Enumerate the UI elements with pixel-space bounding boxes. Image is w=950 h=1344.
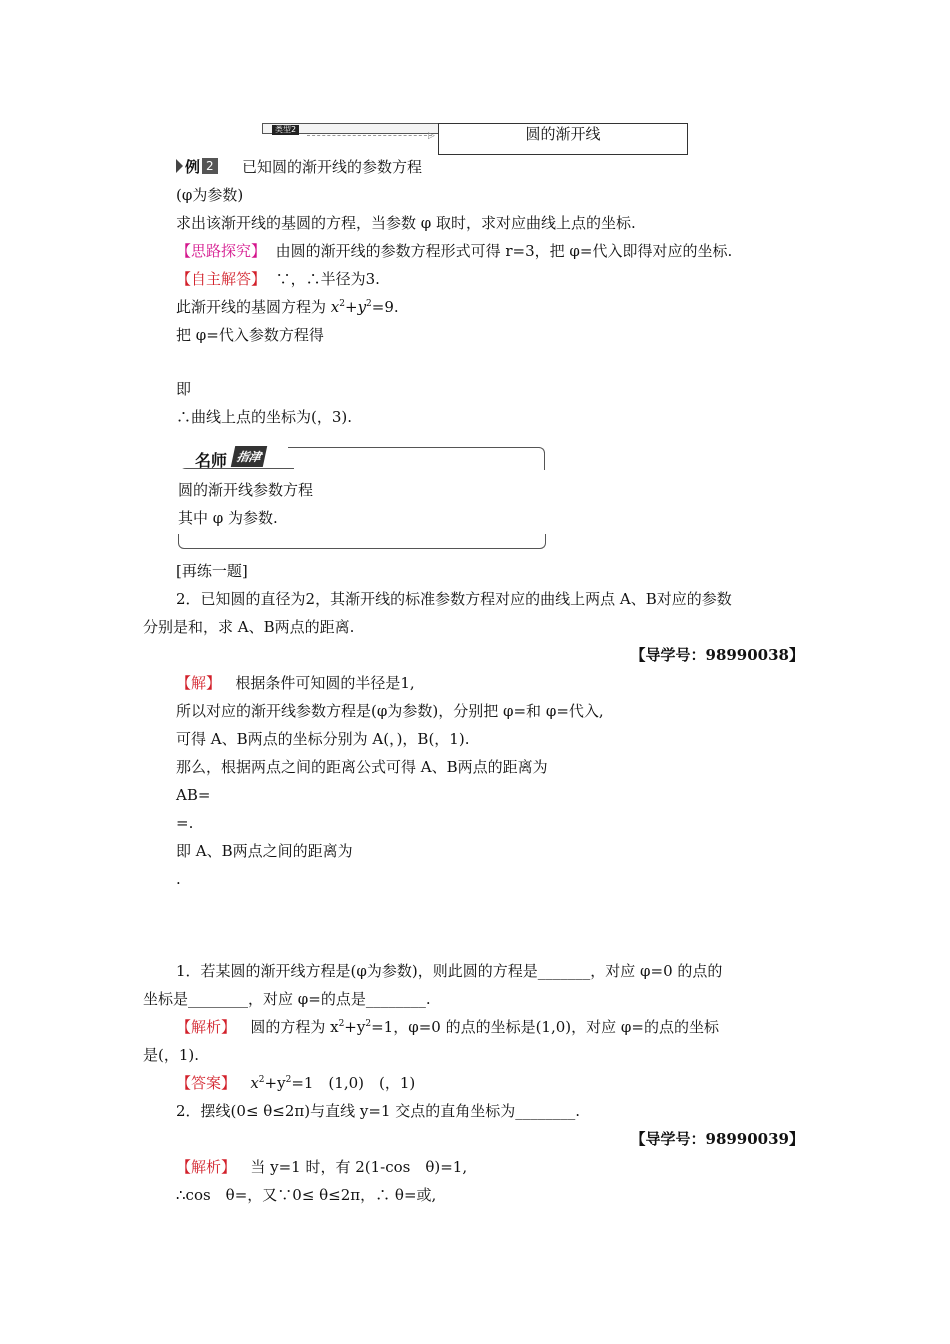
example-badge <box>176 157 218 175</box>
analysis-text-c: =1，φ=0 的点的坐标是(1,0)，对应 φ=的点的坐标 <box>371 1018 719 1036</box>
practice-question-1: 2．已知圆的直径为2，其渐开线的标准参数方程对应的曲线上两点 A、B对应的参数 <box>176 590 732 608</box>
exponent: 2 <box>365 1019 372 1029</box>
var-x: x <box>250 1074 259 1092</box>
answer-line-5: AB= <box>176 786 211 804</box>
answer-line-3: 可得 A、B两点的坐标分别为 A(，)，B(，1). <box>176 730 470 748</box>
solution-text-2-prefix: 此渐开线的基圆方程为 <box>176 298 331 316</box>
analysis-text-a: 圆的方程为 x <box>250 1018 339 1036</box>
answer-label: 【解】 <box>176 674 222 692</box>
analysis-label: 【解析】 <box>176 1158 237 1176</box>
solution-line-1 <box>176 269 380 289</box>
solution-line-3: 把 φ=代入参数方程得 <box>176 326 324 344</box>
solution-line-2 <box>176 297 399 317</box>
example-prompt: 已知圆的渐开线的参数方程 <box>242 158 423 176</box>
type-banner-left <box>262 123 439 134</box>
solution-line-4: 即 <box>176 380 192 398</box>
example-badge-number: 2 <box>202 158 218 174</box>
guide-border-top <box>288 447 545 470</box>
solution-label: 【自主解答】 <box>176 270 267 288</box>
type-banner <box>262 123 687 154</box>
guide-title: 名师 <box>195 451 228 470</box>
guide-line-2: 其中 φ 为参数. <box>178 509 278 527</box>
exercise2-analysis-1 <box>176 1157 467 1177</box>
type-tag: 类型2 <box>272 125 299 135</box>
answer-line-7: 即 A、B两点之间的距离为 <box>176 842 353 860</box>
exponent: 2 <box>338 1019 345 1029</box>
exponent: 2 <box>339 299 345 309</box>
exercise1-analysis-1 <box>176 1017 719 1037</box>
solution-text-1: ∵，∴半径为3. <box>275 270 380 288</box>
exercise2-analysis-2: ∴cos θ=，又∵0≤ θ≤2π，∴ θ=或, <box>176 1186 437 1204</box>
practice-question-2: 分别是和，求 A、B两点的距离. <box>143 618 355 636</box>
answer-line-8: . <box>176 870 181 888</box>
var-x: x <box>330 298 340 316</box>
analysis-text-b: +y <box>344 1018 366 1036</box>
guide-number-2: 【导学号：98990039】 <box>630 1130 804 1148</box>
example-badge-label: 例 <box>185 157 201 176</box>
triangle-icon <box>176 159 183 173</box>
exponent: 2 <box>366 299 372 309</box>
example-question: 求出该渐开线的基圆的方程，当参数 φ 取时，求对应曲线上点的坐标. <box>176 214 636 232</box>
exercise2-question: 2．摆线(0≤ θ≤2π)与直线 y=1 交点的直角坐标为________. <box>176 1102 581 1120</box>
guide-number: 【导学号：98990038】 <box>630 646 804 664</box>
exercise1-answer <box>176 1073 415 1093</box>
hint-label: 【思路探究】 <box>176 242 267 260</box>
exercise1-question-1: 1．若某圆的渐开线方程是(φ为参数)，则此圆的方程是_______，对应 φ=0 的点的 <box>176 962 723 980</box>
exponent: 2 <box>258 1075 265 1085</box>
type-title: 圆的渐开线 <box>438 123 688 155</box>
guide-border-bottom <box>178 534 546 549</box>
analysis-text: 当 y=1 时，有 2(1-cos θ)=1, <box>250 1158 468 1176</box>
answer-text-1: 根据条件可知圆的半径是1, <box>235 674 415 692</box>
arrow-line <box>307 135 432 136</box>
exponent: 2 <box>285 1075 292 1085</box>
answer-text-c: =1 (1,0) (，1) <box>291 1074 416 1092</box>
solution-text-2-suffix: =9. <box>371 298 399 316</box>
answer-line-1 <box>176 673 415 693</box>
exercise1-question-2: 坐标是________，对应 φ=的点是________. <box>143 990 431 1008</box>
answer-text-b: +y <box>264 1074 286 1092</box>
answer-label: 【答案】 <box>176 1074 237 1092</box>
example-param-note: (φ为参数) <box>176 186 244 204</box>
solution-line-5: ∴曲线上点的坐标为(，3). <box>176 408 353 426</box>
guide-header <box>178 446 288 468</box>
exercise1-analysis-2: 是(，1). <box>143 1046 200 1064</box>
guide-title-highlight: 指津 <box>231 446 267 467</box>
analysis-label: 【解析】 <box>176 1018 237 1036</box>
hint-text: 由圆的渐开线的参数方程形式可得 r=3，把 φ=代入即得对应的坐标. <box>275 242 733 260</box>
hint-line <box>176 241 732 261</box>
answer-line-4: 那么，根据两点之间的距离公式可得 A、B两点的距离为 <box>176 758 548 776</box>
guide-line-1: 圆的渐开线参数方程 <box>178 481 314 499</box>
var-y: y <box>357 298 367 316</box>
plus-sign: + <box>344 298 358 316</box>
arrow-right-icon: ▷ <box>428 131 435 141</box>
answer-line-6: =. <box>176 814 194 832</box>
practice-header: [再练一题] <box>176 562 248 580</box>
answer-line-2: 所以对应的渐开线参数方程是(φ为参数)，分别把 φ=和 φ=代入, <box>176 702 604 720</box>
